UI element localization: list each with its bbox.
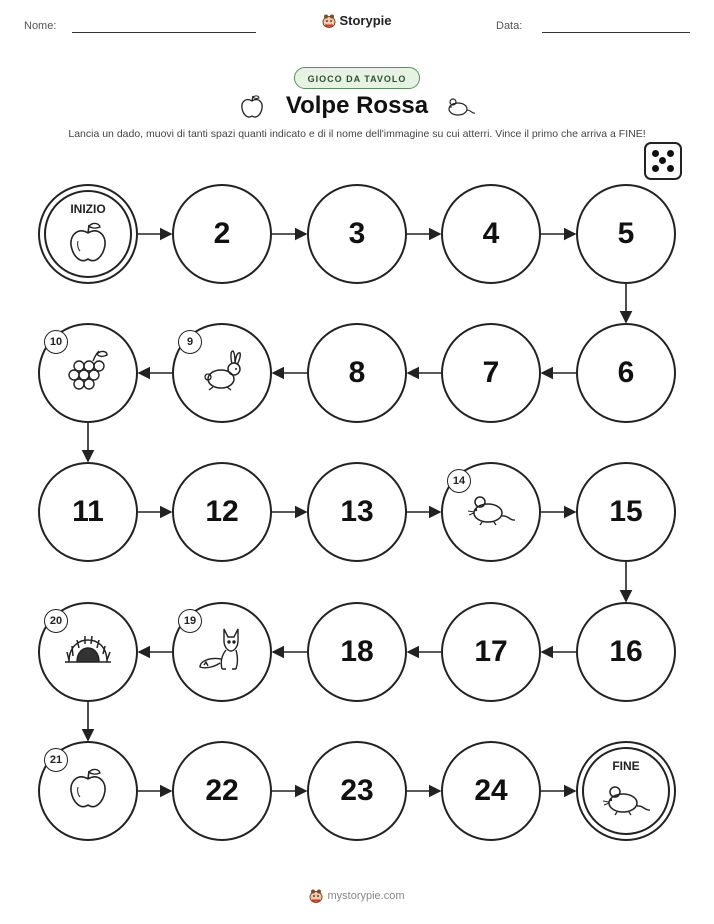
fox-icon [196,625,248,680]
finish-label: FINE [612,759,640,773]
space-number: 8 [348,356,366,389]
space-number: 3 [348,217,366,250]
board-space-4 [441,184,541,284]
space-number: 13 [340,495,374,528]
board-space-11 [38,462,138,562]
start-space [38,184,138,284]
page-title: Volpe Rossa [285,92,429,119]
space-number-badge: 21 [44,748,68,772]
date-field[interactable] [542,32,690,33]
space-number: 2 [213,217,231,250]
board-space-10 [38,323,138,423]
board-space-16 [576,602,676,702]
board-space-18 [307,602,407,702]
board-space-14 [441,462,541,562]
instructions: Lancia un dado, muovi di tanti spazi quanti indicato e di il nome dell'immagine su cui atterri. Vince il primo che arriva a FINE! [68,128,646,140]
brand [0,13,714,31]
mouse-icon [601,781,651,824]
space-number: 16 [609,635,643,668]
board-space-24 [441,741,541,841]
board-space-17 [441,602,541,702]
space-number: 12 [205,495,239,528]
board-space-19 [172,602,272,702]
space-number-badge: 10 [44,330,68,354]
space-number: 15 [609,495,643,528]
mouse-icon [466,491,516,534]
finish-space [576,741,676,841]
storypie-logo-icon [322,13,336,31]
space-number: 11 [72,495,104,528]
grapes-icon [65,348,111,399]
footer [0,888,714,906]
game-type-badge: GIOCO DA TAVOLO [294,67,420,89]
den-icon [63,634,113,671]
board-space-8 [307,323,407,423]
name-field[interactable] [72,32,256,33]
space-number: 7 [482,356,500,389]
board-space-7 [441,323,541,423]
board-space-13 [307,462,407,562]
board-space-3 [307,184,407,284]
space-number-badge: 14 [447,469,471,493]
date-label: Data: [496,20,523,32]
space-number: 5 [617,217,635,250]
mouse-icon [444,96,476,123]
space-number-badge: 20 [44,609,68,633]
apple-icon [68,221,108,270]
space-number-badge: 19 [178,609,202,633]
space-number: 23 [340,774,374,807]
board-space-22 [172,741,272,841]
space-number: 24 [474,774,508,807]
space-number: 22 [205,774,239,807]
board-space-6 [576,323,676,423]
footer-url: mystorypie.com [327,890,405,902]
space-number: 4 [482,217,500,250]
board-space-20 [38,602,138,702]
brand-name: Storypie [339,13,392,28]
board-space-23 [307,741,407,841]
name-label: Nome: [24,20,57,32]
board-space-12 [172,462,272,562]
board-space-2 [172,184,272,284]
board-space-21 [38,741,138,841]
storypie-logo-icon [309,888,323,906]
rabbit-icon [197,349,247,398]
board-space-5 [576,184,676,284]
board-space-15 [576,462,676,562]
space-number: 17 [474,635,508,668]
dice-icon [644,142,682,180]
board-space-9 [172,323,272,423]
space-number: 6 [617,356,635,389]
start-label: INIZIO [70,202,106,216]
apple-icon [68,767,108,816]
space-number-badge: 9 [178,330,202,354]
space-number: 18 [340,635,374,668]
